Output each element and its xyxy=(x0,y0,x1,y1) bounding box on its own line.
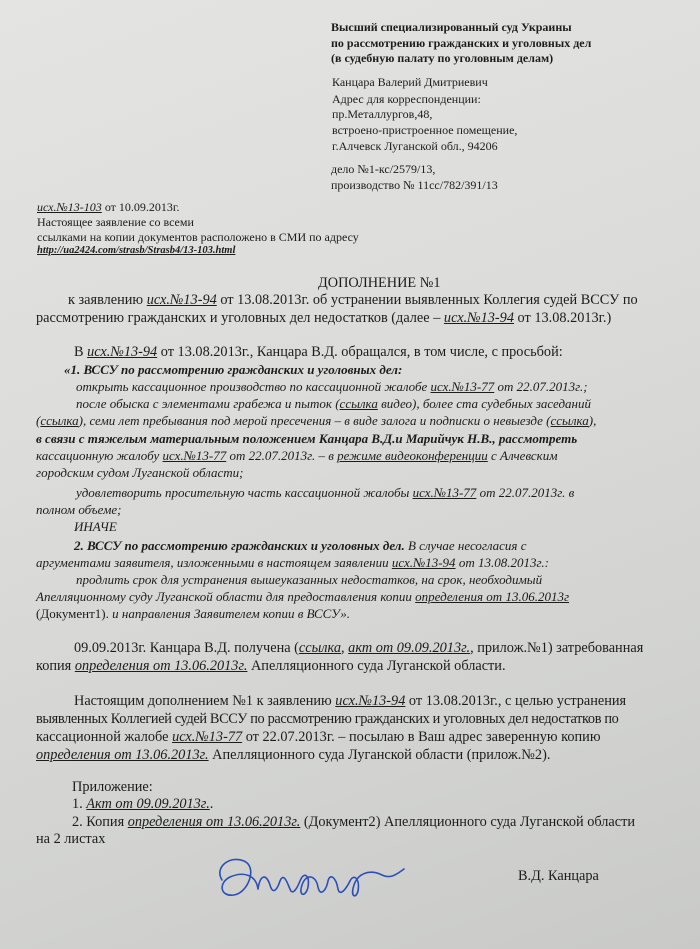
item1-b-link[interactable]: ссылка xyxy=(339,396,378,411)
sender-address-label: Адрес для корреспонденции: xyxy=(332,92,481,106)
item2-heading: 2. ВССУ по рассмотрению гражданских и уголовных дел. В случае несогласия с xyxy=(74,538,527,553)
subtitle-line2: рассмотрению гражданских и уголовных дел недостатков (далее – исх.№13-94 от 13.08.2013г.) xyxy=(36,310,612,326)
document-title: ДОПОЛНЕНИЕ №1 xyxy=(318,275,441,291)
para3-line2: выявленных Коллегией судей ВССУ по рассмотрению гражданских и уголовных дел недостатков по xyxy=(36,711,619,727)
item2-line-b: аргументами заявителя, изложенными в настоящем заявлении исх.№13-94 от 13.08.2013г.: xyxy=(36,555,549,570)
item1-heading: «1. ВССУ по рассмотрению гражданских и уголовных дел: xyxy=(64,362,403,377)
court-name-line3: (в судебную палату по уголовным делам) xyxy=(331,51,554,65)
otherwise-label: ИНАЧЕ xyxy=(74,519,117,534)
attachment-2-line2: на 2 листах xyxy=(36,831,106,847)
subtitle-link1[interactable]: исх.№13-94 xyxy=(146,292,217,308)
sender-name: Канцара Валерий Дмитриевич xyxy=(332,75,488,89)
sender-address-line2: встроено-пристроенное помещение, xyxy=(332,123,518,137)
attachment-2-link[interactable]: определения от 13.06.2013г. xyxy=(127,814,301,830)
para3-line1: Настоящим дополнением №1 к заявлению исх.№13-94 от 13.08.2013г., с целью устранения xyxy=(74,693,627,709)
para3-link1[interactable]: исх.№13-94 xyxy=(335,693,406,709)
item1-c-link[interactable]: ссылка xyxy=(40,413,79,428)
para3-link3[interactable]: определения от 13.06.2013г. xyxy=(36,747,209,763)
item1-line-a: открыть кассационное производство по кассационной жалобе исх.№13-77 от 22.07.2013г.; xyxy=(76,379,588,394)
attachment-1-link[interactable]: Акт от 09.09.2013г. xyxy=(86,796,210,812)
item1-line-d: в связи с тяжелым материальным положением Канцара В.Д.и Марийчук Н.В., рассмотреть xyxy=(36,431,578,446)
para2-link1[interactable]: ссылка xyxy=(298,640,342,656)
para3-line4: определения от 13.06.2013г. Апелляционного суда Луганской области (прилож.№2). xyxy=(36,747,551,763)
item1-e-link2[interactable]: режиме видеоконференции xyxy=(337,448,488,463)
signatory-name: В.Д. Канцара xyxy=(518,868,599,884)
subtitle-line1: к заявлению исх.№13-94 от 13.08.2013г. об устранении выявленных Коллегия судей ВССУ по xyxy=(68,292,638,308)
attachment-2: 2. Копия определения от 13.06.2013г. (Документ2) Апелляционного суда Луганской области xyxy=(72,814,636,830)
item1-c-link2[interactable]: ссылка xyxy=(550,413,589,428)
sender-address-line3: г.Алчевск Луганской обл., 94206 xyxy=(332,139,498,153)
para2-link3[interactable]: определения от 13.06.2013г. xyxy=(74,658,248,674)
para2-link2[interactable]: акт от 09.09.2013г. xyxy=(348,640,471,656)
attachment-1: 1. Акт от 09.09.2013г.. xyxy=(72,796,214,812)
item1-line-b: после обыска с элементами грабежа и пыток (ссылка видео), более ста судебных заседаний xyxy=(76,396,591,411)
item1-g-link[interactable]: исх.№13-77 xyxy=(412,485,477,500)
outgoing-ref-link[interactable]: исх.№13-103 xyxy=(37,200,102,214)
para3-link2[interactable]: исх.№13-77 xyxy=(172,729,243,745)
ref-note-line1: Настоящее заявление со всеми xyxy=(37,215,194,229)
intro-line: В исх.№13-94 от 13.08.2013г., Канцара В.Д. обращался, в том числе, с просьбой: xyxy=(74,344,563,360)
case-number: дело №1-кс/2579/13, xyxy=(331,162,436,176)
item1-line-f: городским судом Луганской области; xyxy=(36,465,244,480)
item2-b-link[interactable]: исх.№13-94 xyxy=(391,555,456,570)
item2-line-c: продлить срок для устранения вышеуказанных недостатков, на срок, необходимый xyxy=(76,572,543,587)
item1-line-e: кассационную жалобу исх.№13-77 от 22.07.2013г. – в режиме видеоконференции с Алчевским xyxy=(36,448,558,463)
para3-line3: кассационной жалобе исх.№13-77 от 22.07.2013г. – посылаю в Ваш адрес заверенную копию xyxy=(36,729,601,745)
court-name-line2: по рассмотрению гражданских и уголовных дел xyxy=(331,36,592,50)
item1-a-link[interactable]: исх.№13-77 xyxy=(430,379,495,394)
proceeding-number: производство № 11сс/782/391/13 xyxy=(331,178,498,192)
handwritten-signature xyxy=(200,845,410,915)
intro-link[interactable]: исх.№13-94 xyxy=(87,344,158,360)
subtitle-link2[interactable]: исх.№13-94 xyxy=(443,310,514,326)
outgoing-ref: исх.№13-103 от 10.09.2013г. xyxy=(37,200,180,214)
item1-line-h: полном объеме; xyxy=(36,502,122,517)
ref-note-line2: ссылками на копии документов расположено в СМИ по адресу xyxy=(37,230,359,244)
sender-address-line1: пр.Металлургов,48, xyxy=(332,107,433,121)
item2-line-d: Апелляционному суду Луганской области для предоставления копии определения от 13.06.2013г xyxy=(36,589,570,604)
attachments-label: Приложение: xyxy=(72,779,153,795)
item2-line-e: (Документ1). и направления Заявителем копии в ВССУ». xyxy=(36,606,350,621)
item1-line-g: удовлетворить просительную часть кассационной жалобы исх.№13-77 от 22.07.2013г. в xyxy=(76,485,575,500)
item1-e-link[interactable]: исх.№13-77 xyxy=(162,448,227,463)
para2-line2: копия определения от 13.06.2013г. Апелляционного суда Луганской области. xyxy=(36,658,506,674)
court-name-line1: Высший специализированный суд Украины xyxy=(331,20,572,34)
item1-line-c: (ссылка), семи лет пребывания под мерой пресечения – в виде залога и подписки о невыезде (ссылка), xyxy=(36,413,597,428)
item2-d-link[interactable]: определения от 13.06.2013г xyxy=(415,589,570,604)
para2-line1: 09.09.2013г. Канцара В.Д. получена (ссылка, акт от 09.09.2013г., прилож.№1) затребованная xyxy=(74,640,644,656)
ref-url-link[interactable]: http://ua2424.com/strasb/Strasb4/13-103.html xyxy=(37,245,236,256)
